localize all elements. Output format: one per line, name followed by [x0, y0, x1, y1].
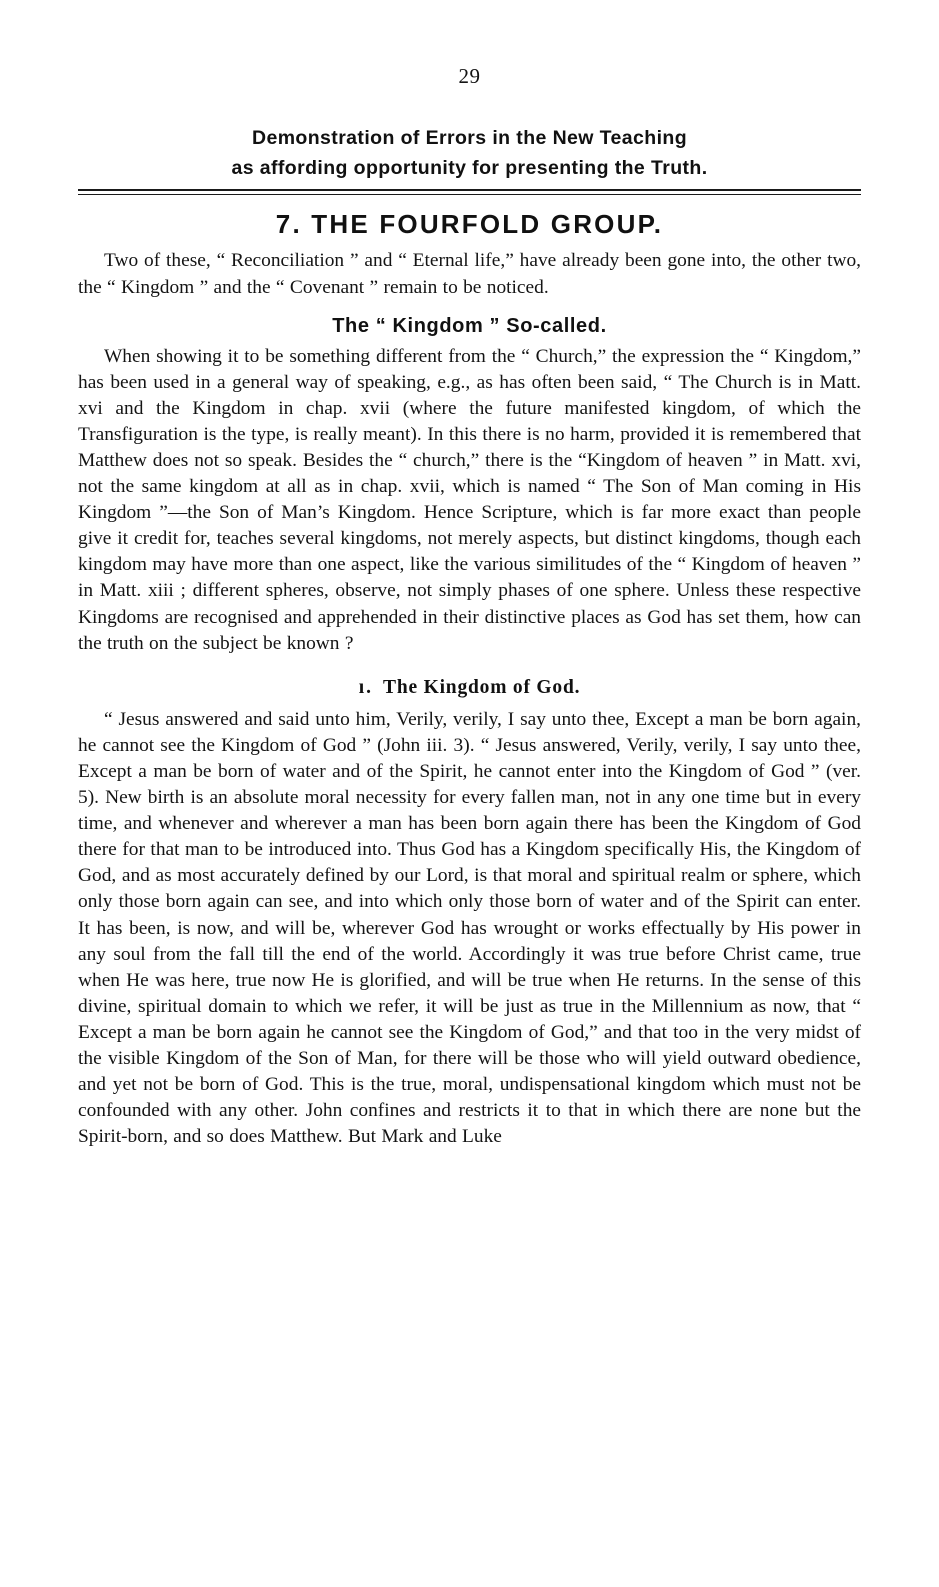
subsection-heading-kingdom-of-god: [78, 677, 861, 699]
page-number: 29: [458, 64, 481, 88]
subsection-numeral: ı.: [358, 676, 374, 698]
section-intro-paragraph: Two of these, “ Reconciliation ” and “ Eternal life,” have already been gone into, the other two, the “ Kingdom ” and the “ Covenant ” remain to be noticed.: [78, 250, 861, 298]
subsection-heading-kingdom-so-called: The “ Kingdom ” So-called.: [332, 314, 607, 337]
running-head-line-1: Demonstration of Errors in the New Teaching: [251, 127, 688, 149]
subsection-heading-label: The Kingdom of God.: [383, 676, 581, 698]
kingdom-of-god-paragraph: “ Jesus answered and said unto him, Verily, verily, I say unto thee, Except a man be born again, he cannot see the Kingdom of God ” (John iii. 3). “ Jesus answered, Verily, verily, I say unto thee, Except a man be born of water and of the Spirit, he cannot enter into the Kingdom of God ” (ver. 5). New birth is an absolute moral necessity for every fallen man, not in any one time but in every time, and whenever and wherever a man has been born again there has been the Kingdom of God there for that man to be introduced into. Thus God has a Kingdom specifically His, the Kingdom of God, and as most accurately defined by our Lord, is that moral and spiritual realm or sphere, which only those born again can see, and into which only those born of water and of the Spirit can enter. It has been, is now, and will be, wherever God has wrought or works effectually by His power in any soul from the fall till the end of the world. Accordingly it was true before Christ came, true when He was here, true now He is glorified, and will be true when He returns. In the sense of this divine, spiritual domain to which we refer, it will be just as true in the Millennium as now, that “ Except a man be born again he cannot see the Kingdom of God,” and that too in the very midst of the visible Kingdom of the Son of Man, for there will be those who will yield outward obedience, and yet not be born of God. This is the true, moral, undispensational kingdom which must not be confounded with any other. John confines and restricts it to that in which there are none but the Spirit-born, and so does Matthew. But Mark and Luke: [78, 708, 861, 1148]
kingdom-so-called-paragraph: When showing it to be something different from the “ Church,” the expression the “ Kingdom,” has been used in a general way of speaking, e.g., as has often been said, “ The Church is in Matt. xvi and the Kingdom in chap. xvii (where the future manifested kingdom, of which the Transfiguration is the type, is really meant). In this there is no harm, provided it is remembered that Matthew does not so speak. Besides the “ church,” there is the “Kingdom of heaven ” in Matt. xvi, not the same kingdom at all as in chap. xvii, which is named “ The Son of Man coming in His Kingdom ”—the Son of Man’s Kingdom. Hence Scripture, which is far more exact than people give it credit for, teaches several kingdoms, not merely aspects, but distinct kingdoms, though each kingdom may have more than one aspect, like the various similitudes of the “ Kingdom of heaven ” in Matt. xiii ; different spheres, observe, not simply phases of one sphere. Unless these respective Kingdoms are recognised and apprehended in their distinctive places as God has set them, how can the truth on the subject be known ?: [78, 345, 861, 654]
horizontal-rule: [78, 189, 861, 195]
running-head: [120, 123, 820, 183]
section-title: 7. THE FOURFOLD GROUP.: [275, 209, 664, 240]
running-head-line-2: as affording opportunity for presenting the Truth.: [231, 157, 708, 180]
